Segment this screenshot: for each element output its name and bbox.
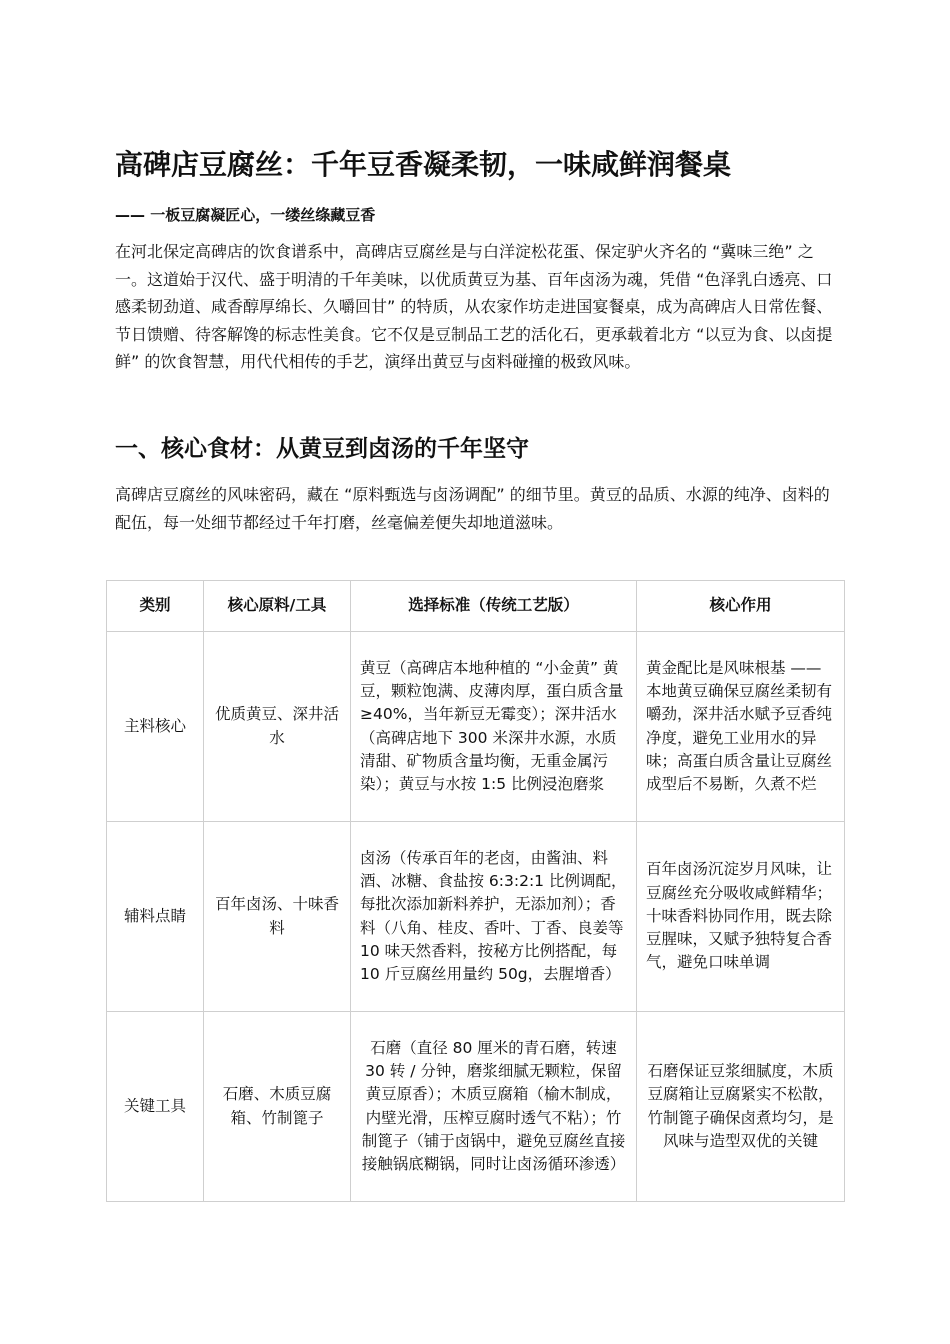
- section-heading: 一、核心食材：从黄豆到卤汤的千年坚守: [115, 436, 529, 462]
- page-subtitle: —— 一板豆腐凝匠心，一缕丝绦藏豆香: [115, 206, 376, 224]
- cell-material: 优质黄豆、深井活水: [204, 632, 351, 822]
- cell-material: 石磨、木质豆腐箱、竹制篦子: [204, 1012, 351, 1202]
- cell-role: 石磨保证豆浆细腻度，木质豆腐箱让豆腐紧实不松散，竹制篦子确保卤煮均匀，是风味与造型双优的关键: [637, 1012, 845, 1202]
- table-header-row: [107, 581, 845, 632]
- cell-standard: 黄豆（高碑店本地种植的 “小金黄” 黄豆，颗粒饱满、皮薄肉厚，蛋白质含量≥40%，当年新豆无霉变）；深井活水（高碑店地下 300 米深井水源，水质清甜、矿物质含量均衡，无重金属污染）；黄豆与水按 1:5 比例浸泡磨浆: [351, 632, 637, 822]
- table-row: [107, 1012, 845, 1202]
- header-role: 核心作用: [637, 581, 845, 632]
- cell-category: 关键工具: [107, 1012, 204, 1202]
- page-title: 高碑店豆腐丝：千年豆香凝柔韧，一味咸鲜润餐桌: [115, 148, 732, 181]
- cell-category: 主料核心: [107, 632, 204, 822]
- cell-standard: 石磨（直径 80 厘米的青石磨，转速 30 转 / 分钟，磨浆细腻无颗粒，保留黄豆原香）；木质豆腐箱（榆木制成，内壁光滑，压榨豆腐时透气不粘）；竹制篦子（铺于卤锅中，避免豆腐丝直接接触锅底糊锅，同时让卤汤循环渗透）: [351, 1012, 637, 1202]
- header-category: 类别: [107, 581, 204, 632]
- table-row: [107, 632, 845, 822]
- table-row: [107, 822, 845, 1012]
- ingredients-table: [106, 580, 845, 1202]
- section-paragraph: 高碑店豆腐丝的风味密码，藏在 “原料甄选与卤汤调配” 的细节里。黄豆的品质、水源的纯净、卤料的配伍，每一处细节都经过千年打磨，丝毫偏差便失却地道滋味。: [115, 485, 830, 532]
- intro-paragraph: 在河北保定高碑店的饮食谱系中，高碑店豆腐丝是与白洋淀松花蛋、保定驴火齐名的 “冀味三绝” 之一。这道始于汉代、盛于明清的千年美味，以优质黄豆为基、百年卤汤为魂，凭借 “色泽乳白透亮、口感柔韧劲道、咸香醇厚绵长、久嚼回甘” 的特质，从农家作坊走进国宴餐桌，成为高碑店人日常佐餐、节日馈赠、待客解馋的标志性美食。它不仅是豆制品工艺的活化石，更承载着北方 “以豆为食、以卤提鲜” 的饮食智慧，用代代相传的手艺，演绎出黄豆与卤料碰撞的极致风味。: [115, 242, 833, 372]
- cell-role: 黄金配比是风味根基 —— 本地黄豆确保豆腐丝柔韧有嚼劲，深井活水赋予豆香纯净度，避免工业用水的异味；高蛋白质含量让豆腐丝成型后不易断，久煮不烂: [637, 632, 845, 822]
- header-material: 核心原料/工具: [204, 581, 351, 632]
- cell-category: 辅料点睛: [107, 822, 204, 1012]
- header-standard: 选择标准（传统工艺版）: [351, 581, 637, 632]
- cell-role: 百年卤汤沉淀岁月风味，让豆腐丝充分吸收咸鲜精华；十味香料协同作用，既去除豆腥味，又赋予独特复合香气，避免口味单调: [637, 822, 845, 1012]
- cell-material: 百年卤汤、十味香料: [204, 822, 351, 1012]
- cell-standard: 卤汤（传承百年的老卤，由酱油、料酒、冰糖、食盐按 6:3:2:1 比例调配，每批次添加新料养护，无添加剂）；香料（八角、桂皮、香叶、丁香、良姜等 10 味天然香料，按秘方比例搭配，每 10 斤豆腐丝用量约 50g，去腥增香）: [351, 822, 637, 1012]
